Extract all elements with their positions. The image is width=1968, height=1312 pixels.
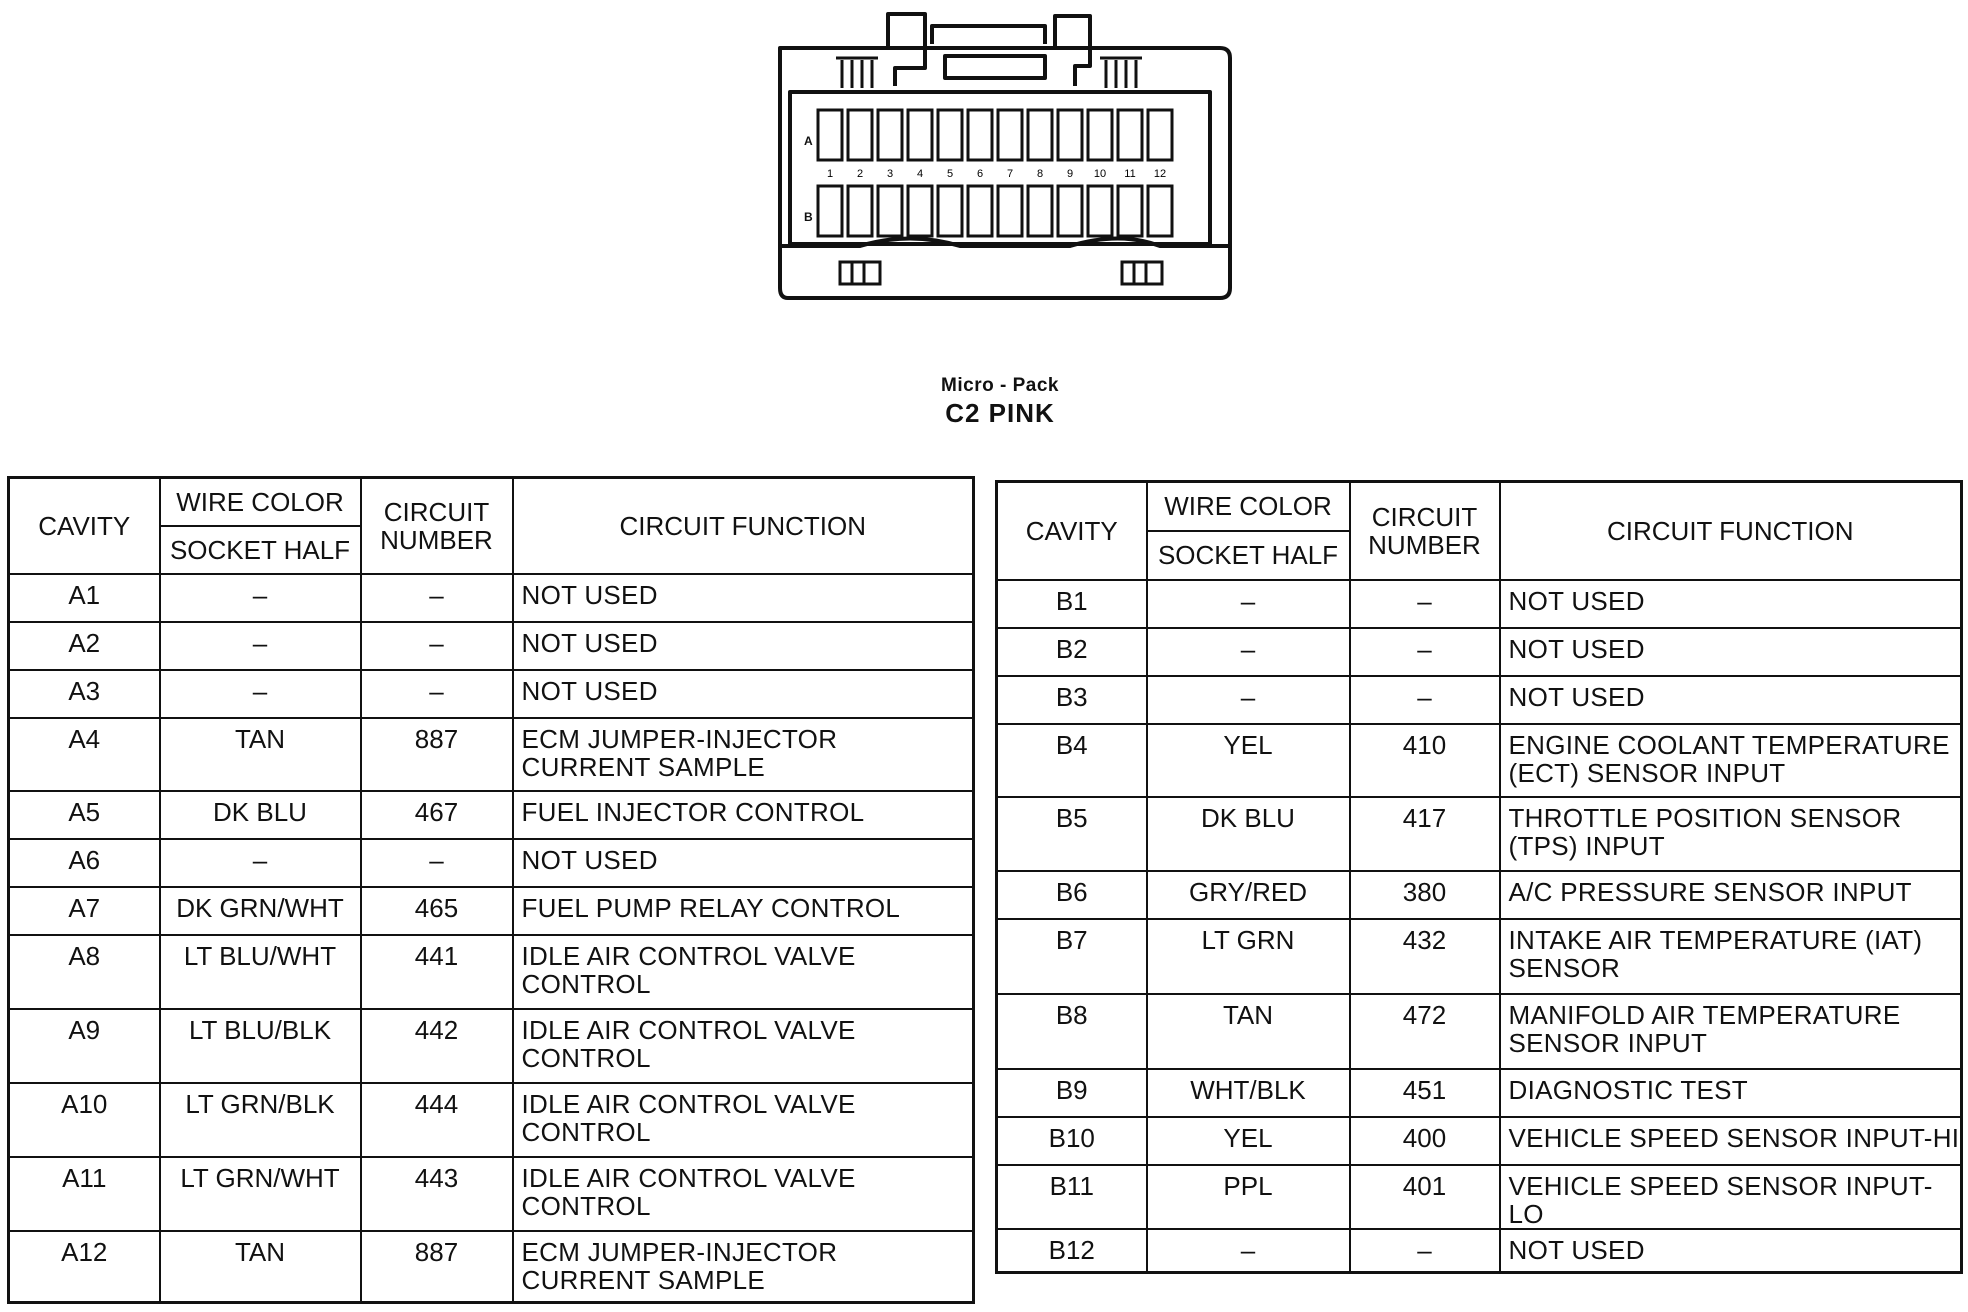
circuit-number-cell: 472	[1350, 994, 1500, 1069]
table-row	[9, 839, 974, 887]
wire-color-cell: –	[1147, 1229, 1350, 1273]
table-row	[9, 887, 974, 935]
pin-cell-b	[818, 186, 842, 236]
pin-cell-a	[968, 110, 992, 160]
pin-number-label: 3	[886, 168, 894, 180]
circuit-number-cell: 451	[1350, 1069, 1500, 1117]
header-wire-color: WIRE COLOR	[1147, 482, 1350, 531]
pin-cell-b	[1088, 186, 1112, 236]
pin-number-label: 9	[1066, 168, 1074, 180]
circuit-number-cell: 417	[1350, 797, 1500, 871]
pin-cell-b	[1028, 186, 1052, 236]
pinout-table-a	[7, 476, 975, 1304]
cavity-cell: A12	[9, 1231, 160, 1303]
pin-cell-a	[938, 110, 962, 160]
pin-number-label: 10	[1093, 168, 1107, 180]
circuit-function-cell: FUEL PUMP RELAY CONTROL	[513, 887, 974, 935]
circuit-number-cell: 401	[1350, 1165, 1500, 1229]
pin-cell-b	[878, 186, 902, 236]
header-circuit-number: CIRCUIT NUMBER	[361, 478, 513, 574]
pin-cell-b	[848, 186, 872, 236]
pin-cell-b	[1118, 186, 1142, 236]
table-row	[9, 1083, 974, 1157]
pin-cell-a	[1088, 110, 1112, 160]
wire-color-cell: –	[1147, 580, 1350, 628]
circuit-function-cell: NOT USED	[1500, 1229, 1962, 1273]
pin-row-b	[818, 186, 1172, 236]
circuit-function-cell: ECM JUMPER-INJECTOR CURRENT SAMPLE	[513, 718, 974, 791]
circuit-function-cell: IDLE AIR CONTROL VALVE CONTROL	[513, 1157, 974, 1231]
circuit-function-cell: IDLE AIR CONTROL VALVE CONTROL	[513, 1009, 974, 1083]
circuit-function-cell: NOT USED	[1500, 580, 1962, 628]
wire-color-cell: –	[1147, 676, 1350, 724]
pin-number-label: 6	[976, 168, 984, 180]
cavity-cell: A5	[9, 791, 160, 839]
connector-title: C2 PINK	[945, 398, 1055, 428]
pin-number-labels	[827, 168, 1166, 180]
wire-color-cell: DK GRN/WHT	[160, 887, 361, 935]
cavity-cell: A7	[9, 887, 160, 935]
circuit-function-cell: THROTTLE POSITION SENSOR (TPS) INPUT	[1500, 797, 1962, 871]
pin-number-label: 11	[1124, 168, 1136, 180]
cavity-cell: A6	[9, 839, 160, 887]
cavity-cell: A10	[9, 1083, 160, 1157]
wire-color-cell: LT GRN/BLK	[160, 1083, 361, 1157]
cavity-cell: A9	[9, 1009, 160, 1083]
circuit-function-cell: ENGINE COOLANT TEMPERATURE (ECT) SENSOR INPUT	[1500, 724, 1962, 797]
table-row	[9, 622, 974, 670]
cavity-cell: B11	[997, 1165, 1147, 1229]
wire-color-cell: LT BLU/WHT	[160, 935, 361, 1009]
cavity-cell: B6	[997, 871, 1147, 919]
circuit-number-cell: 887	[361, 718, 513, 791]
circuit-function-cell: FUEL INJECTOR CONTROL	[513, 791, 974, 839]
pin-cell-b	[1058, 186, 1082, 236]
cavity-cell: A1	[9, 574, 160, 622]
circuit-number-cell: 467	[361, 791, 513, 839]
pin-cell-a	[818, 110, 842, 160]
wire-color-cell: YEL	[1147, 724, 1350, 797]
wire-color-cell: –	[160, 839, 361, 887]
circuit-function-cell: IDLE AIR CONTROL VALVE CONTROL	[513, 935, 974, 1009]
cavity-cell: B12	[997, 1229, 1147, 1273]
pinout-table-b	[995, 480, 1963, 1274]
cavity-cell: A4	[9, 718, 160, 791]
table-row	[997, 871, 1962, 919]
cavity-cell: B2	[997, 628, 1147, 676]
table-row	[997, 797, 1962, 871]
circuit-function-cell: NOT USED	[513, 839, 974, 887]
circuit-function-cell: DIAGNOSTIC TEST	[1500, 1069, 1962, 1117]
circuit-number-cell: 442	[361, 1009, 513, 1083]
header-circuit-number: CIRCUIT NUMBER	[1350, 482, 1500, 580]
circuit-number-cell: 465	[361, 887, 513, 935]
pin-cell-a	[878, 110, 902, 160]
pin-cell-b	[908, 186, 932, 236]
wire-color-cell: DK BLU	[160, 791, 361, 839]
circuit-number-cell: –	[1350, 676, 1500, 724]
cavity-cell: B10	[997, 1117, 1147, 1165]
circuit-function-cell: MANIFOLD AIR TEMPERATURE SENSOR INPUT	[1500, 994, 1962, 1069]
wire-color-cell: PPL	[1147, 1165, 1350, 1229]
pin-cell-b	[998, 186, 1022, 236]
circuit-number-cell: 380	[1350, 871, 1500, 919]
cavity-cell: A3	[9, 670, 160, 718]
table-row	[997, 919, 1962, 994]
circuit-function-cell: INTAKE AIR TEMPERATURE (IAT) SENSOR	[1500, 919, 1962, 994]
cavity-cell: B4	[997, 724, 1147, 797]
circuit-number-cell: –	[1350, 628, 1500, 676]
pin-cell-a	[1148, 110, 1172, 160]
table-row	[9, 718, 974, 791]
connector-diagram	[760, 6, 1240, 306]
pin-cell-a	[908, 110, 932, 160]
pin-number-label: 7	[1006, 168, 1014, 180]
table-row	[997, 580, 1962, 628]
header-circuit-function: CIRCUIT FUNCTION	[513, 478, 974, 574]
circuit-number-cell: 441	[361, 935, 513, 1009]
circuit-number-cell: –	[1350, 580, 1500, 628]
circuit-function-cell: NOT USED	[513, 574, 974, 622]
circuit-function-cell: VEHICLE SPEED SENSOR INPUT-HI	[1500, 1117, 1962, 1165]
wire-color-cell: DK BLU	[1147, 797, 1350, 871]
row-b-label: B	[804, 210, 813, 224]
header-cavity: CAVITY	[997, 482, 1147, 580]
table-row	[9, 1009, 974, 1083]
pin-number-label: 8	[1036, 168, 1044, 180]
header-cavity: CAVITY	[9, 478, 160, 574]
wire-color-cell: YEL	[1147, 1117, 1350, 1165]
circuit-number-cell: –	[361, 622, 513, 670]
circuit-number-cell: –	[1350, 1229, 1500, 1273]
wire-color-cell: TAN	[160, 718, 361, 791]
circuit-function-cell: NOT USED	[1500, 628, 1962, 676]
pin-cell-a	[1058, 110, 1082, 160]
circuit-number-cell: 443	[361, 1157, 513, 1231]
table-row	[997, 724, 1962, 797]
cavity-cell: B1	[997, 580, 1147, 628]
circuit-function-cell: ECM JUMPER-INJECTOR CURRENT SAMPLE	[513, 1231, 974, 1303]
table-row	[997, 676, 1962, 724]
wire-color-cell: GRY/RED	[1147, 871, 1350, 919]
circuit-number-cell: 410	[1350, 724, 1500, 797]
pin-cell-b	[968, 186, 992, 236]
circuit-function-cell: NOT USED	[1500, 676, 1962, 724]
cavity-cell: A11	[9, 1157, 160, 1231]
cavity-cell: B9	[997, 1069, 1147, 1117]
circuit-number-cell: –	[361, 670, 513, 718]
wire-color-cell: TAN	[1147, 994, 1350, 1069]
row-a-label: A	[804, 134, 813, 148]
header-socket-half: SOCKET HALF	[160, 526, 361, 574]
cavity-cell: B3	[997, 676, 1147, 724]
table-row	[997, 628, 1962, 676]
header-socket-half: SOCKET HALF	[1147, 531, 1350, 580]
pin-cell-a	[1028, 110, 1052, 160]
header-circuit-function: CIRCUIT FUNCTION	[1500, 482, 1962, 580]
circuit-function-cell: IDLE AIR CONTROL VALVE CONTROL	[513, 1083, 974, 1157]
cavity-cell: B7	[997, 919, 1147, 994]
pin-row-a	[818, 110, 1172, 160]
circuit-number-cell: 887	[361, 1231, 513, 1303]
circuit-number-cell: 432	[1350, 919, 1500, 994]
wire-color-cell: TAN	[160, 1231, 361, 1303]
wire-color-cell: –	[160, 622, 361, 670]
pin-cell-a	[1118, 110, 1142, 160]
circuit-function-cell: A/C PRESSURE SENSOR INPUT	[1500, 871, 1962, 919]
circuit-number-cell: –	[361, 839, 513, 887]
table-row	[997, 1229, 1962, 1273]
header-wire-color: WIRE COLOR	[160, 478, 361, 526]
pin-cell-a	[848, 110, 872, 160]
table-row	[997, 1069, 1962, 1117]
table-row	[9, 670, 974, 718]
table-row	[997, 1117, 1962, 1165]
wire-color-cell: –	[1147, 628, 1350, 676]
cavity-cell: B5	[997, 797, 1147, 871]
pin-cell-b	[1148, 186, 1172, 236]
table-row	[9, 791, 974, 839]
pin-number-label: 5	[946, 168, 954, 180]
wire-color-cell: WHT/BLK	[1147, 1069, 1350, 1117]
connector-type-label: Micro - Pack	[941, 375, 1059, 396]
wire-color-cell: –	[160, 670, 361, 718]
pin-number-label: 2	[856, 168, 864, 180]
table-row	[9, 574, 974, 622]
cavity-cell: A8	[9, 935, 160, 1009]
table-row	[997, 1165, 1962, 1229]
pin-number-label: 1	[826, 168, 834, 180]
circuit-number-cell: –	[361, 574, 513, 622]
table-row	[9, 1231, 974, 1303]
table-row	[997, 994, 1962, 1069]
circuit-number-cell: 400	[1350, 1117, 1500, 1165]
wire-color-cell: LT GRN/WHT	[160, 1157, 361, 1231]
pin-number-label: 12	[1153, 168, 1167, 180]
circuit-function-cell: VEHICLE SPEED SENSOR INPUT-LO	[1500, 1165, 1962, 1229]
circuit-number-cell: 444	[361, 1083, 513, 1157]
wire-color-cell: LT BLU/BLK	[160, 1009, 361, 1083]
circuit-function-cell: NOT USED	[513, 670, 974, 718]
table-row	[9, 935, 974, 1009]
circuit-function-cell: NOT USED	[513, 622, 974, 670]
table-row	[9, 1157, 974, 1231]
wire-color-cell: LT GRN	[1147, 919, 1350, 994]
cavity-cell: B8	[997, 994, 1147, 1069]
pin-cell-a	[998, 110, 1022, 160]
wire-color-cell: –	[160, 574, 361, 622]
pin-number-label: 4	[916, 168, 924, 180]
cavity-cell: A2	[9, 622, 160, 670]
pin-cell-b	[938, 186, 962, 236]
